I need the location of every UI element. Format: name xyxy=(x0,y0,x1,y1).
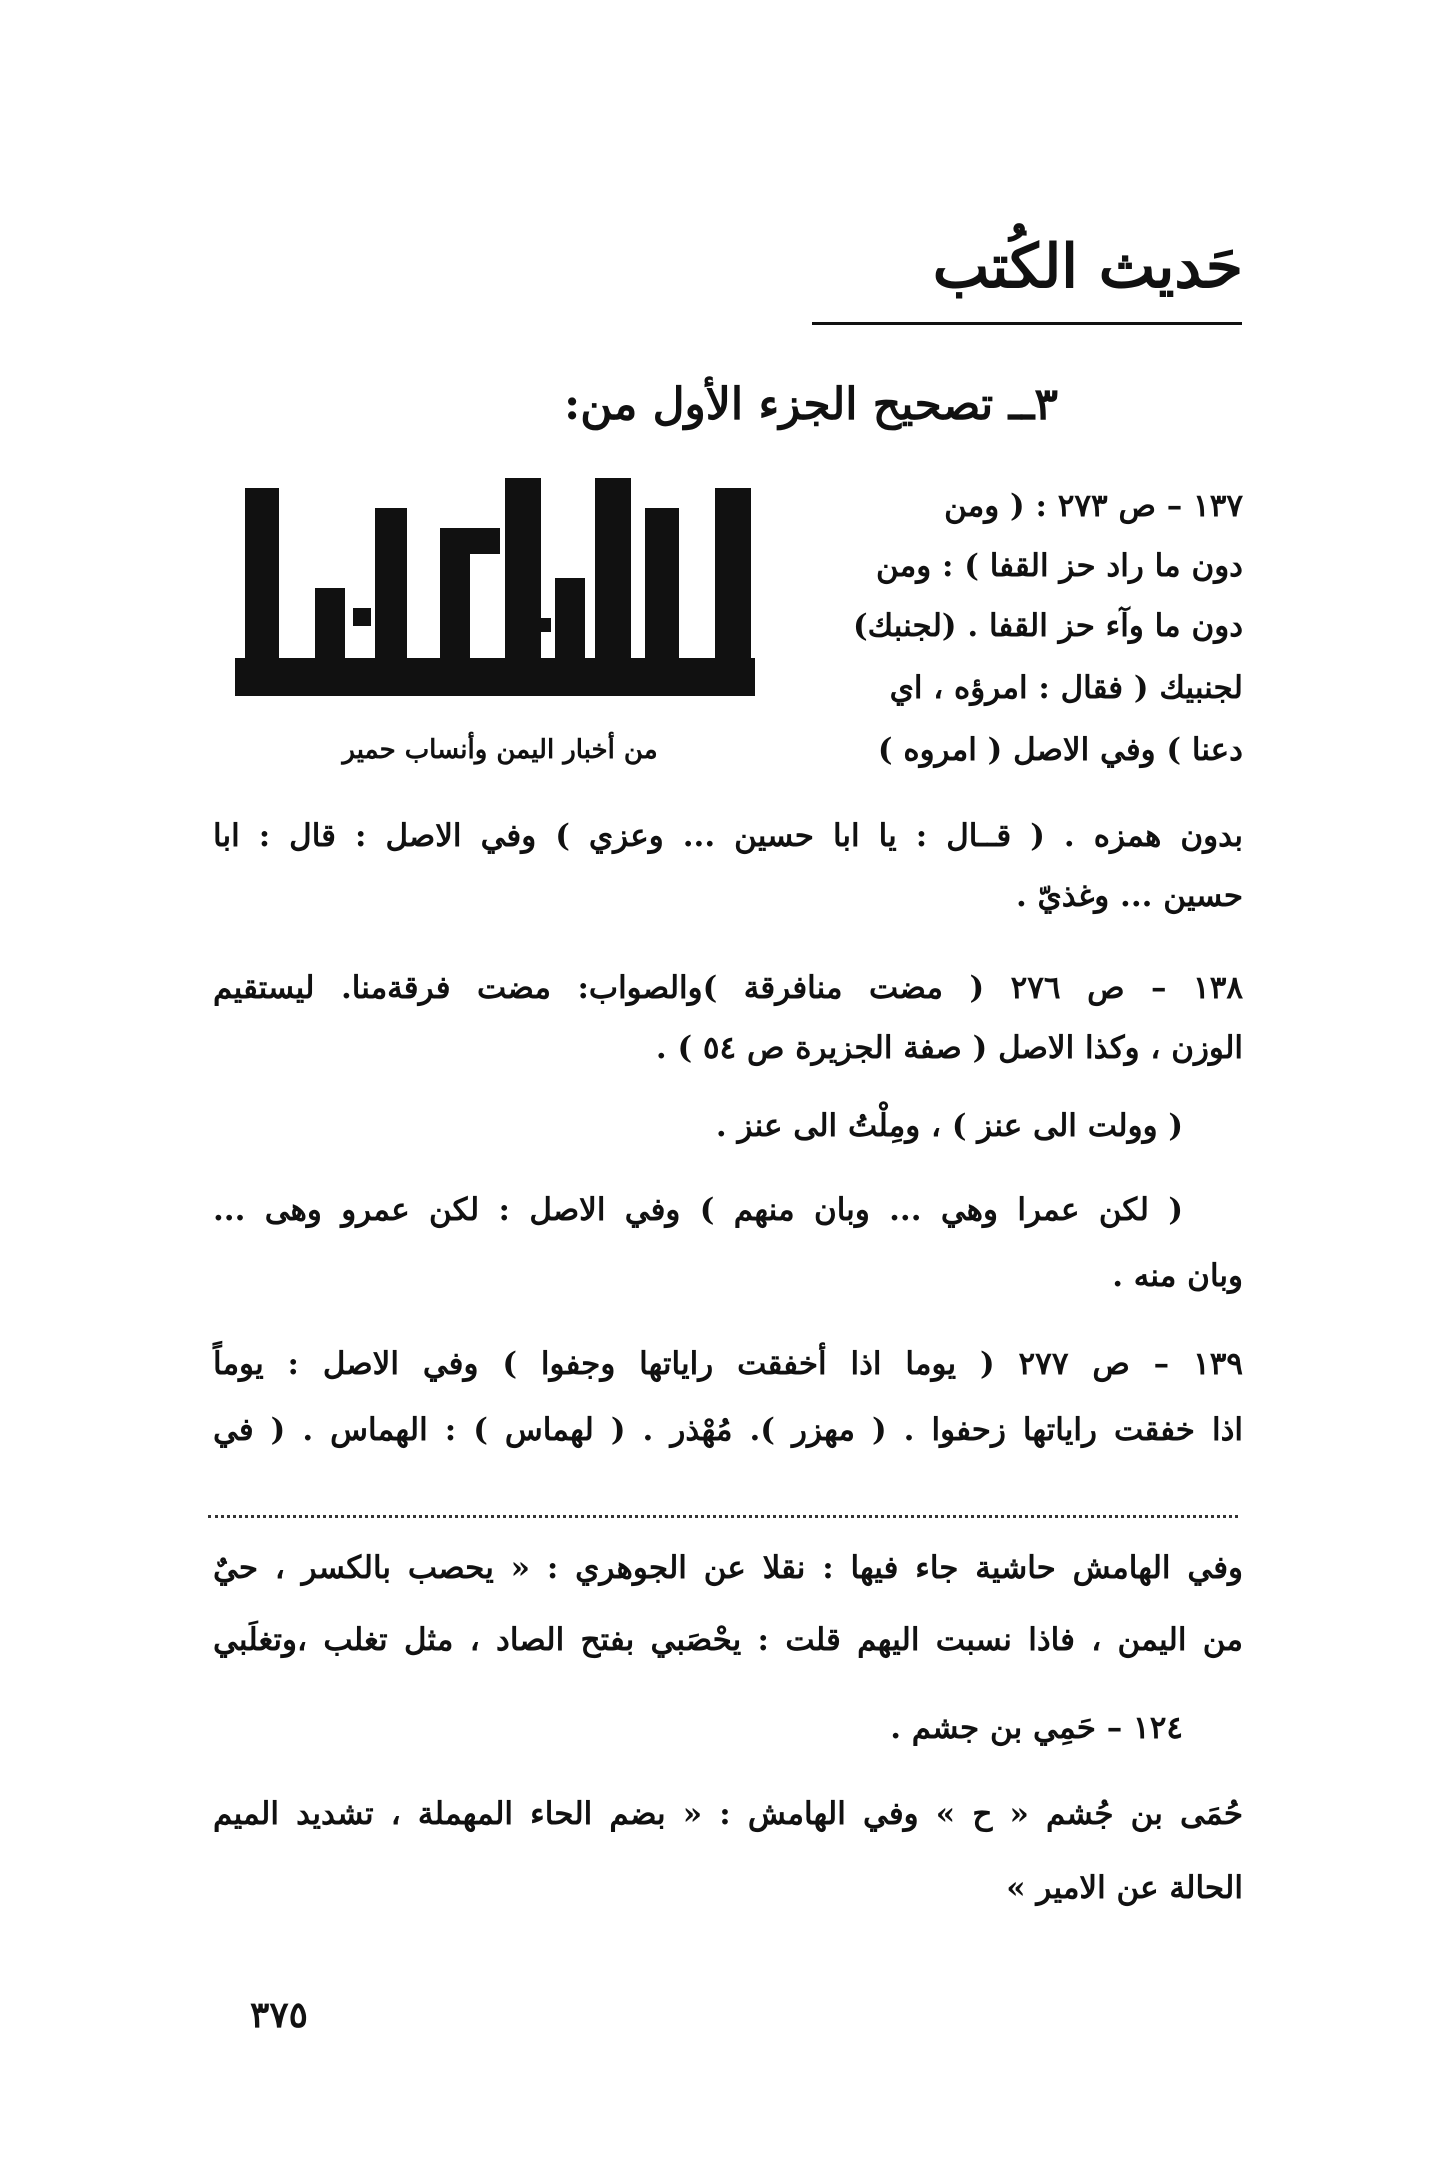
text-line: ١٣٩ – ص ٢٧٧ ( يوما اذا أخفقت راياتها وجفوا ) وفي الاصل : يوماً xyxy=(213,1346,1244,1382)
text-line: دعنا ) وفي الاصل ( امروه ) xyxy=(877,732,1243,768)
text-line: لجنبيك ( فقال : امرؤه ، اي xyxy=(889,670,1243,706)
text-line: ( لكن عمرا وهي ... وبان منهم ) وفي الاصل : لكن عمرو وهى ... xyxy=(213,1192,1183,1228)
text-line: حسين ... وغذيّ . xyxy=(1015,878,1243,914)
text-line: الوزن ، وكذا الاصل ( صفة الجزيرة ص ٥٤ ) . xyxy=(655,1030,1243,1066)
text-line: اذا خفقت راياتها زحفوا . ( مهزر ). مُهْذر . ( لهماس ) : الهماس . ( في xyxy=(213,1412,1243,1448)
text-line: وبان منه . xyxy=(1112,1258,1243,1294)
footnote-line: وفي الهامش حاشية جاء فيها : نقلا عن الجوهري : « يحصب بالكسر ، حيٌ xyxy=(213,1550,1243,1586)
footnote-line: من اليمن ، فاذا نسبت اليهم قلت : يحْصَبي بفتح الصاد ، مثل تغلب ،وتغلَبي xyxy=(213,1622,1243,1658)
section-title: ٣ــ تصحيح الجزء الأول من: xyxy=(563,379,1058,430)
iklil-calligraphy-icon xyxy=(225,468,765,708)
text-line: دون ما راد حز القفا ) : ومن xyxy=(876,548,1243,584)
text-line: حُمَى بن جُشم « ح » وفي الهامش : « بضم الحاء المهملة ، تشديد الميم xyxy=(213,1796,1243,1832)
text-line: ١٢٤ – حَمِي بن جشم . xyxy=(890,1710,1183,1746)
header-rule xyxy=(812,322,1242,325)
text-line: ١٣٨ – ص ٢٧٦ ( مضت منافرقة )والصواب: مضت فرقةمنا. ليستقيم xyxy=(213,970,1243,1006)
text-line: ١٣٧ – ص ٢٧٣ : ( ومن xyxy=(944,488,1243,524)
logo-subtitle: من أخبار اليمن وأنساب حمير xyxy=(342,735,658,765)
text-line: بدون همزه . ( قــال : يا ابا حسين ... وعزي ) وفي الاصل : قال : ابا xyxy=(213,818,1243,854)
iklil-logo xyxy=(225,468,765,708)
text-line: ( وولت الى عنز ) ، ومِلْتُ الى عنز . xyxy=(715,1108,1183,1144)
running-head: حَديث الكُتب xyxy=(932,232,1243,302)
text-line: الحالة عن الامير » xyxy=(1006,1870,1243,1906)
text-line: دون ما وآء حز القفا . (لجنبك) xyxy=(852,608,1243,644)
footnote-separator xyxy=(208,1515,1238,1518)
page-number: ٣٧٥ xyxy=(250,1994,309,2036)
